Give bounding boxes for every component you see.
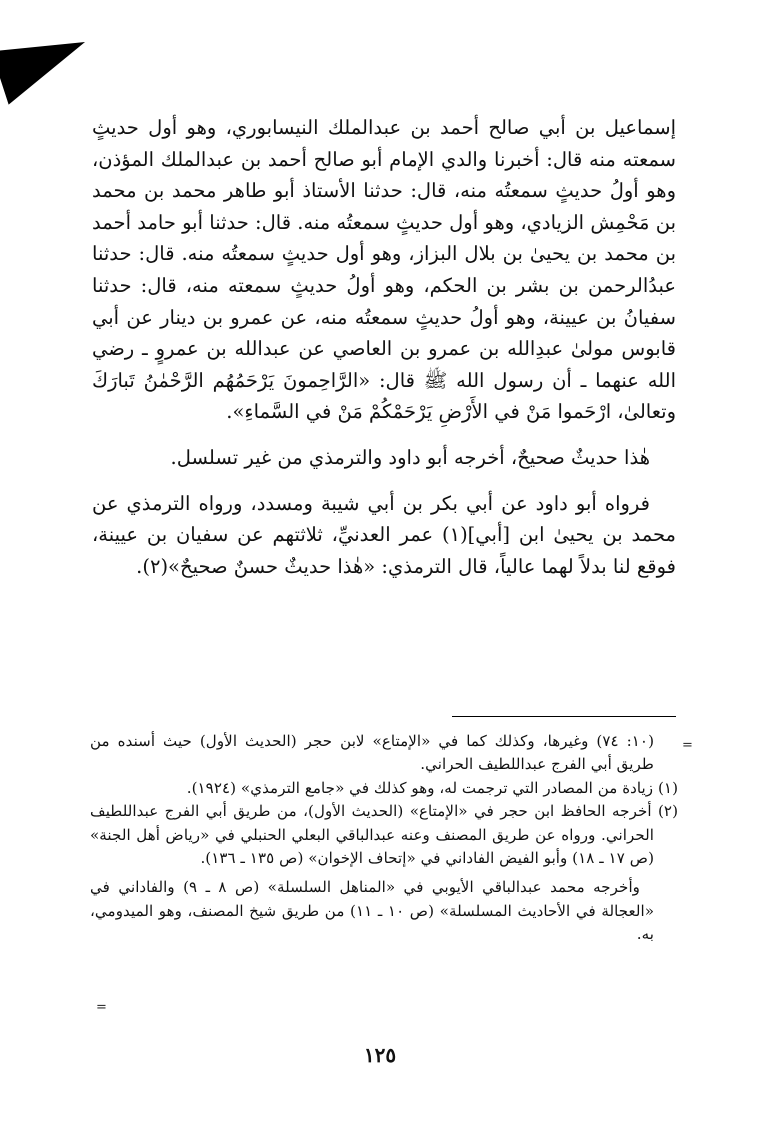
- footnote-separator: [452, 716, 676, 717]
- paragraph-grading: هٰذا حديثٌ صحيحٌ، أخرجه أبو داود والترمذي من غير تسلسل.: [170, 445, 650, 469]
- footnote-1: (١) زيادة من المصادر التي ترجمت له، وهو كذلك في «جامع الترمذي» (١٩٢٤).: [186, 778, 678, 797]
- margin-mark-top: =: [682, 738, 693, 753]
- footnote-continuation: (١٠: ٧٤) وغيرها، وكذلك كما في «الإمتاع» لابن حجر (الحديث الأول) حيث أسنده من طريق أبي الفرج عبداللطيف الحراني.: [90, 732, 654, 774]
- footnote-2: (٢) أخرجه الحافظ ابن حجر في «الإمتاع» (الحديث الأول)، من طريق أبي الفرج عبداللطيف الحراني. ورواه عن طريق المصنف وعنه عبدالباقي البعلي الحنبلي في «رياض أهل الجنة» (ص ١٧ ـ ١٨) وأبو الفيض الفاداني في «إتحاف الإخوان» (ص ١٣٥ ـ ١٣٦).: [90, 802, 678, 868]
- footnote-2-extra: وأخرجه محمد عبدالباقي الأيوبي في «المناهل السلسلة» (ص ٨ ـ ٩) والفاداني في «العجالة في الأحاديث المسلسلة» (ص ١٠ ـ ١١) من طريق شيخ المصنف، وهو الميدومي، به.: [90, 878, 655, 944]
- page-number: ١٢٥: [363, 1043, 397, 1067]
- margin-mark-bottom: =: [96, 1000, 107, 1015]
- main-text: [92, 112, 676, 582]
- footnotes: [90, 730, 678, 947]
- paragraph-isnad: إسماعيل بن أبي صالح أحمد بن عبدالملك النيسابوري، وهو أول حديثٍ سمعته منه قال: أخبرنا والدي الإمام أبو صالح أحمد بن عبدالملك المؤذن، وهو أولُ حديثٍ سمعتُه منه، قال: حدثنا الأستاذ أبو طاهر محمد بن محمد بن مَحْمِش الزيادي، وهو أول حديثٍ سمعتُه منه. قال: حدثنا أبو حامد أحمد بن محمد بن يحيىٰ بن بلال البزاز، وهو أول حديثٍ سمعتُه منه. قال: حدثنا عبدُالرحمن بن بشر بن الحكم، وهو أولُ حديثٍ سمعته منه، قال: حدثنا سفيانُ بن عيينة، وهو أولُ حديثٍ سمعتُه منه، عن عمرو بن دينار عن أبي قابوس مولىٰ عبدِالله بن عمرو بن العاصي عن عبدالله بن عمروٍ ـ رضي الله عنهما ـ أن رسول الله ﷺ قال: «الرَّاحِمونَ يَرْحَمُهُم الرَّحْمٰنُ تَبارَكَ وتعالىٰ، ارْحَموا مَنْ في الأَرْضِ يَرْحَمْكُمْ مَنْ في السَّماءِ».: [92, 116, 676, 424]
- page-corner-mark: [0, 23, 96, 105]
- paragraph-takhrij: فرواه أبو داود عن أبي بكر بن أبي شيبة ومسدد، ورواه الترمذي عن محمد بن يحيىٰ ابن [أبي](١) عمر العدنيِّ، ثلاثتهم عن سفيان بن عيينة، فوقع لنا بدلاً لهما عالياً، قال الترمذي: «هٰذا حديثٌ حسنٌ صحيحٌ»(٢).: [92, 491, 676, 578]
